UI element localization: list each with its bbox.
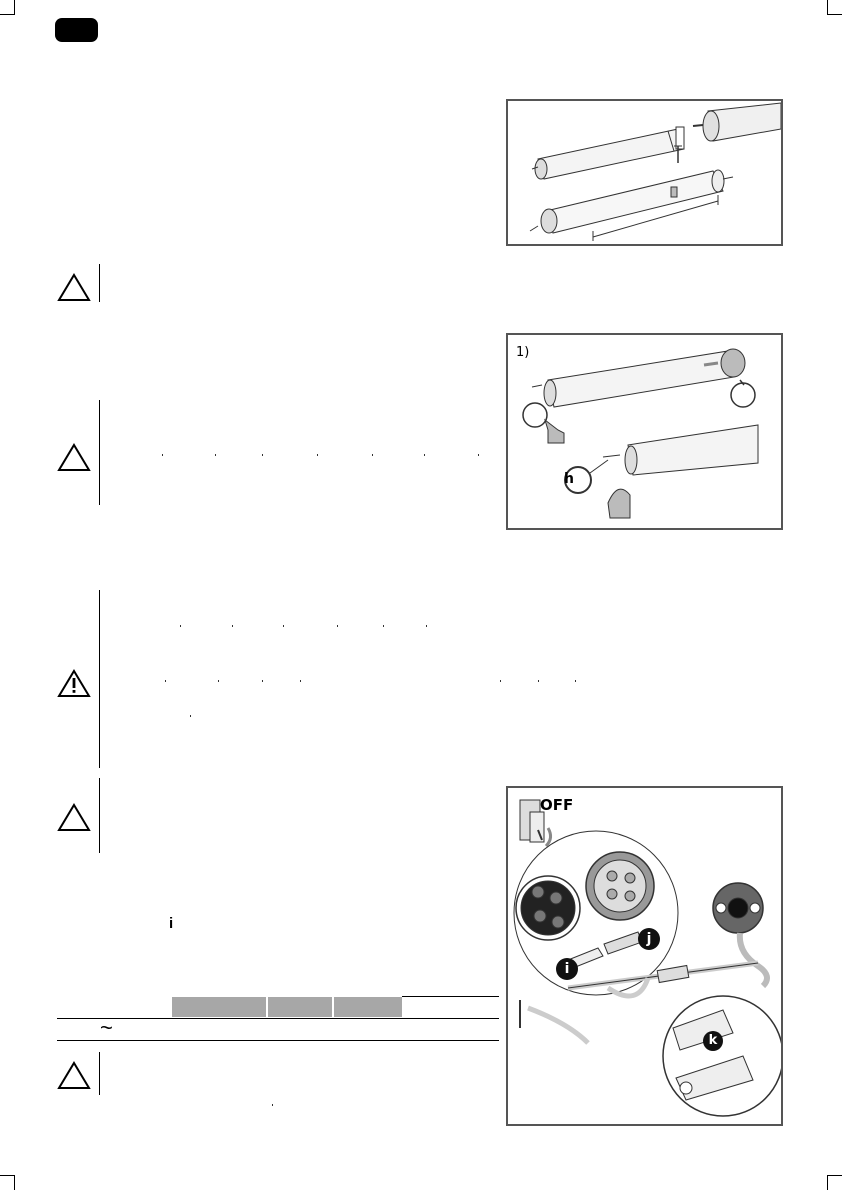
warning-triangle-icon [57,272,91,302]
figure-electrical-connection [506,786,783,1126]
marker-k: k [703,1031,723,1051]
figure-motor-mounting [506,333,783,530]
figure-motor-insertion [506,99,783,246]
warning-block-5 [57,1052,117,1096]
text-residue [190,715,191,717]
crop-mark-bottom-left [0,1175,15,1190]
text-residue [262,680,263,682]
table-header-cell-2 [268,997,332,1017]
warning-bar [99,1052,100,1095]
language-tab [55,18,98,42]
crop-mark-top-right [827,0,842,15]
marker-j: j [638,928,660,950]
text-residue [317,454,318,456]
text-residue [538,680,539,682]
warning-block-1 [57,264,117,304]
text-residue [426,625,427,627]
marker-h: h [564,471,574,487]
warning-block-3 [57,590,117,768]
table-header-cell-1 [172,997,266,1017]
warning-bar [99,590,100,768]
step-label: 1) [516,345,530,360]
motor-bracket-illustration [508,335,781,528]
motor-tube-illustration [508,101,781,244]
text-residue [262,454,263,456]
text-residue [300,680,301,682]
text-residue [218,680,219,682]
warning-bar [99,778,100,853]
text-residue [180,625,181,627]
text-residue [372,454,373,456]
text-residue [383,625,384,627]
ac-symbol: ~ [100,1015,113,1040]
text-residue [478,454,479,456]
crop-mark-top-left [0,0,15,15]
crop-mark-bottom-right [827,1175,842,1190]
text-residue [215,454,216,456]
text-residue [575,680,576,682]
off-label: OFF [540,796,574,814]
text-residue [272,1104,273,1106]
warning-block-2 [57,400,117,506]
inline-reference-i: i [169,915,174,932]
text-residue [337,625,338,627]
text-residue [165,680,166,682]
warning-bar [99,400,100,505]
exclamation-warning-icon [57,668,91,698]
warning-block-4 [57,778,117,854]
warning-triangle-icon [57,1060,91,1090]
text-residue [232,625,233,627]
text-residue [424,454,425,456]
table-row-rule [57,1018,499,1019]
warning-bar [99,264,100,302]
text-residue [162,454,163,456]
table-top-rule [402,996,499,997]
warning-triangle-icon [57,802,91,832]
text-residue [500,680,501,682]
connector-illustration [508,788,781,1124]
warning-triangle-icon [57,442,91,472]
table-bottom-rule [57,1040,499,1041]
text-residue [283,625,284,627]
marker-i: i [556,958,578,980]
table-header-cell-3 [334,997,402,1017]
